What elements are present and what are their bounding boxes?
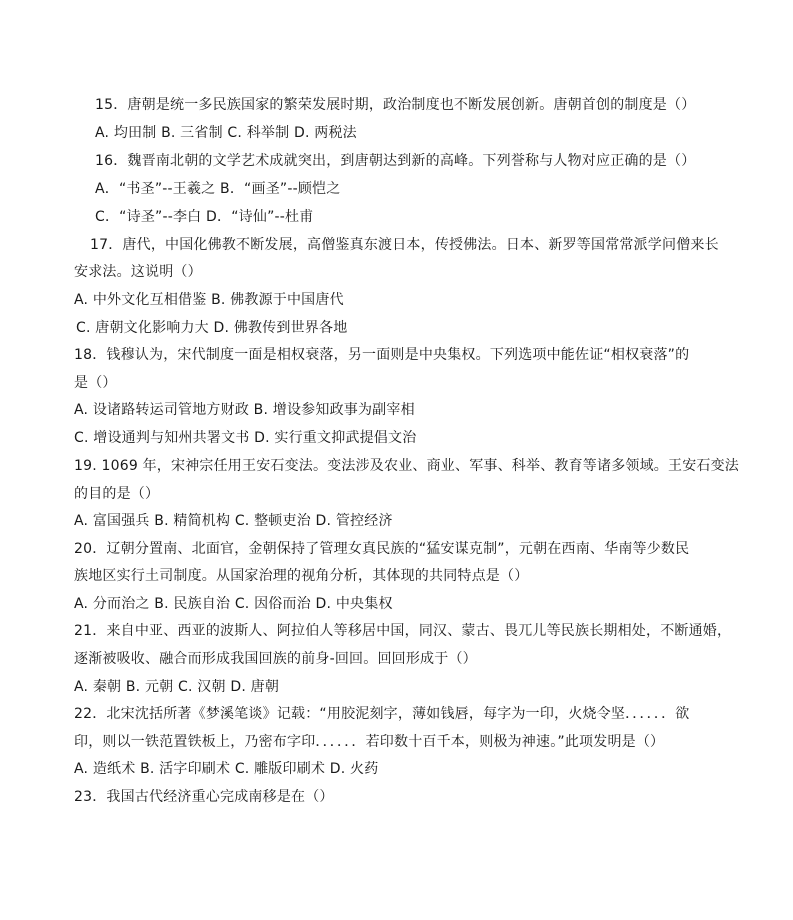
question-19-stem-line1: 19. 1069 年，宋神宗任用王安石变法。变法涉及农业、商业、军事、科举、教育等诸多领域。王安石变法 — [74, 458, 739, 474]
question-17-options-ab: A. 中外文化互相借鉴 B. 佛教源于中国唐代 — [74, 292, 344, 308]
question-19-options: A. 富国强兵 B. 精简机构 C. 整顿吏治 D. 管控经济 — [74, 513, 393, 529]
question-17-stem-line2: 安求法。这说明（） — [74, 264, 202, 280]
question-22-options: A. 造纸术 B. 活字印刷术 C. 雕版印刷术 D. 火药 — [74, 761, 379, 777]
question-16-stem: 16．魏晋南北朝的文学艺术成就突出，到唐朝达到新的高峰。下列誉称与人物对应正确的是（） — [95, 153, 696, 169]
question-20-options: A. 分而治之 B. 民族自治 C. 因俗而治 D. 中央集权 — [74, 596, 393, 612]
question-17-stem-line1: 17．唐代，中国化佛教不断发展，高僧鉴真东渡日本，传授佛法。日本、新罗等国常常派学问僧来长 — [90, 237, 719, 253]
question-15-options: A. 均田制 B. 三省制 C. 科举制 D. 两税法 — [95, 125, 357, 141]
question-16-options-ab: A．“书圣”--王羲之 B．“画圣”--顾恺之 — [95, 181, 341, 197]
question-18-options-ab: A. 设诸路转运司管地方财政 B. 增设参知政事为副宰相 — [74, 402, 415, 418]
question-18-options-cd: C. 增设通判与知州共署文书 D. 实行重文抑武提倡文治 — [74, 430, 417, 446]
question-23-stem: 23．我国古代经济重心完成南移是在（） — [74, 789, 334, 805]
question-17-options-cd: C. 唐朝文化影响力大 D. 佛教传到世界各地 — [76, 320, 348, 336]
question-20-stem-line1: 20．辽朝分置南、北面官，金朝保持了管理女真民族的“猛安谋克制”，元朝在西南、华南等少数民 — [74, 541, 690, 557]
question-20-stem-line2: 族地区实行土司制度。从国家治理的视角分析，其体现的共同特点是（） — [74, 568, 529, 584]
question-16-options-cd: C．“诗圣”--李白 D．“诗仙”--杜甫 — [95, 209, 314, 225]
question-21-stem-line1: 21．来自中亚、西亚的波斯人、阿拉伯人等移居中国，同汉、蒙古、畏兀儿等民族长期相处，不断通婚， — [74, 623, 732, 639]
question-18-stem-line1: 18．钱穆认为，宋代制度一面是相权衰落，另一面则是中央集权。下列选项中能佐证“相权衰落”的 — [74, 347, 690, 363]
question-19-stem-line2: 的目的是（） — [74, 486, 160, 502]
question-21-stem-line2: 逐渐被吸收、融合而形成我国回族的前身-回回。回回形成于（） — [74, 651, 477, 667]
question-22-stem-line1: 22．北宋沈括所著《梦溪笔谈》记载：“用胶泥刻字，薄如钱唇，每字为一印，火烧令坚．．．．．．欲 — [74, 706, 690, 722]
question-18-stem-line2: 是（） — [74, 375, 117, 391]
question-15-stem: 15．唐朝是统一多民族国家的繁荣发展时期，政治制度也不断发展创新。唐朝首创的制度是（） — [95, 97, 696, 113]
question-22-stem-line2: 印，则以一铁范置铁板上，乃密布字印．．．．．．若印数十百千本，则极为神速。”此项发明是（） — [74, 734, 665, 750]
question-21-options: A. 秦朝 B. 元朝 C. 汉朝 D. 唐朝 — [74, 679, 280, 695]
